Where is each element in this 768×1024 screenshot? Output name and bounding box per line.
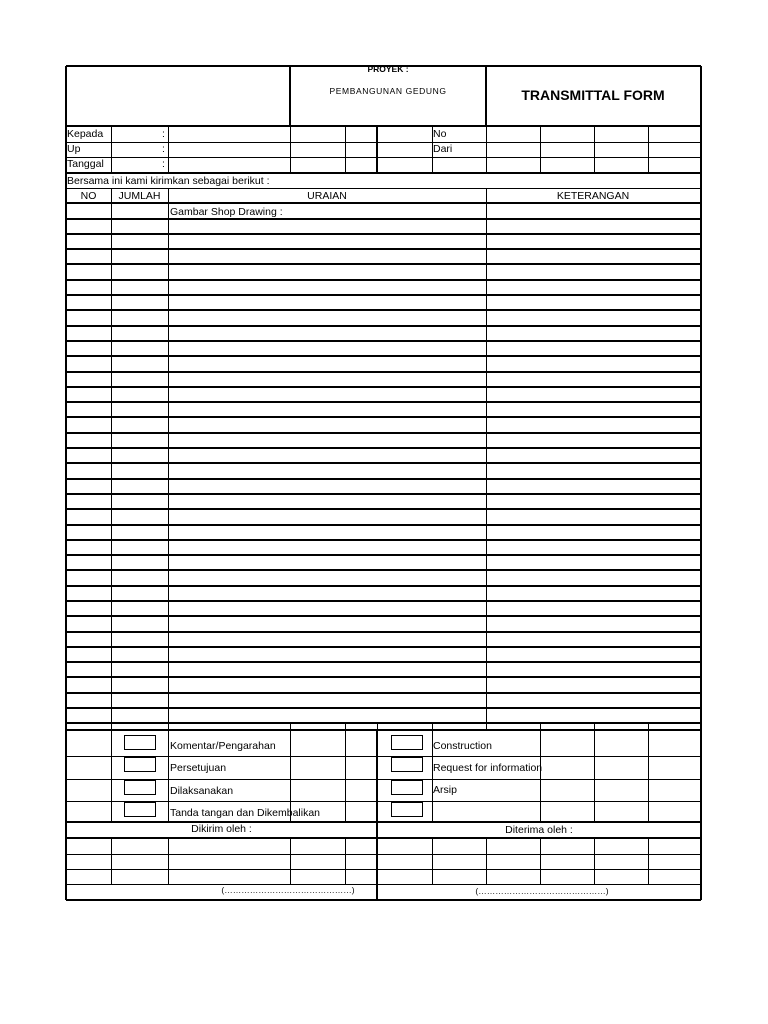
option-checkbox-dilaksanakan[interactable]: [124, 780, 156, 795]
item-row-line: [66, 294, 701, 296]
item-row-line: [66, 676, 701, 678]
item-row-line: [66, 554, 701, 556]
item-row-line: [66, 416, 701, 418]
grid-line: [66, 729, 701, 731]
item-row-line: [66, 447, 701, 449]
up-label: Up: [67, 143, 81, 155]
item-row-line: [66, 569, 701, 571]
item-row-line: [66, 263, 701, 265]
form-border: [700, 66, 702, 900]
grid-line: [290, 126, 291, 173]
form-border: [66, 899, 701, 901]
item-row-line: [66, 340, 701, 342]
grid-line: [290, 722, 291, 730]
sent-by-label: Dikirim oleh :: [191, 823, 252, 835]
grid-line: [540, 730, 541, 822]
grid-line: [345, 838, 346, 884]
grid-line: [540, 838, 541, 884]
grid-line: [594, 722, 595, 730]
col-header-uraian: URAIAN: [307, 190, 347, 202]
grid-line: [111, 188, 112, 730]
item-row-line: [66, 493, 701, 495]
item-row-line: [66, 279, 701, 281]
col-header-jumlah: JUMLAH: [118, 190, 161, 202]
grid-line: [594, 126, 595, 173]
grid-line: [345, 126, 346, 173]
grid-line: [66, 202, 701, 204]
grid-line: [376, 126, 378, 173]
grid-line: [66, 172, 701, 174]
option-checkbox-request-info[interactable]: [391, 757, 423, 772]
grid-line: [377, 722, 378, 730]
item-row-line: [66, 600, 701, 602]
item-row-line: [66, 355, 701, 357]
form-title: TRANSMITTAL FORM: [521, 87, 665, 103]
item-row-line: [66, 462, 701, 464]
grid-line: [111, 730, 112, 822]
grid-line: [66, 869, 701, 870]
item-row-line: [66, 401, 701, 403]
grid-line: [66, 722, 701, 723]
received-by-name-placeholder: (………………………………………): [475, 886, 609, 896]
no-label: No: [433, 128, 447, 140]
grid-line: [66, 188, 701, 189]
item-row-line: [66, 707, 701, 709]
item-row-line: [66, 692, 701, 694]
kepada-label: Kepada: [67, 128, 104, 140]
option-label-request-info: Request for information: [433, 762, 543, 774]
item-row-line: [66, 631, 701, 633]
up-colon: :: [162, 143, 165, 155]
item-row-line: [66, 646, 701, 648]
option-checkbox-arsip[interactable]: [391, 780, 423, 795]
item-row-line: [66, 218, 701, 220]
item-row-line: [66, 371, 701, 373]
item-row-line: [66, 585, 701, 587]
grid-line: [66, 854, 701, 855]
option-label-construction: Construction: [433, 740, 492, 752]
option-label-arsip: Arsip: [433, 784, 457, 796]
grid-line: [66, 837, 701, 839]
grid-line: [486, 838, 487, 884]
grid-line: [66, 779, 701, 780]
grid-line: [486, 126, 487, 173]
grid-line: [540, 126, 541, 173]
option-label-persetujuan: Persetujuan: [170, 762, 227, 774]
grid-line: [432, 722, 433, 730]
grid-line: [540, 722, 541, 730]
grid-line: [594, 838, 595, 884]
grid-line: [168, 188, 169, 730]
first-item-text: Gambar Shop Drawing :: [170, 206, 283, 218]
option-checkbox-extra[interactable]: [391, 802, 423, 817]
grid-line: [648, 730, 649, 822]
grid-line: [486, 188, 487, 730]
item-row-line: [66, 478, 701, 480]
option-checkbox-persetujuan[interactable]: [124, 757, 156, 772]
item-row-line: [66, 661, 701, 663]
grid-line: [111, 838, 112, 884]
item-row-line: [66, 248, 701, 250]
item-row-line: [66, 539, 701, 541]
item-row-line: [66, 325, 701, 327]
sent-by-name-placeholder: (………………………………………): [221, 885, 355, 895]
option-label-dilaksanakan: Dilaksanakan: [170, 785, 234, 797]
dari-label: Dari: [433, 143, 453, 155]
kepada-colon: :: [162, 128, 165, 140]
option-label-komentar: Komentar/Pengarahan: [170, 740, 276, 752]
option-label-tanda-tangan: Tanda tangan dan Dikembalikan: [170, 807, 321, 819]
grid-line: [345, 730, 346, 822]
received-by-label: Diterima oleh :: [505, 824, 573, 836]
option-checkbox-construction[interactable]: [391, 735, 423, 750]
item-row-line: [66, 615, 701, 617]
grid-line: [432, 838, 433, 884]
col-header-no: NO: [80, 190, 97, 202]
project-label: PROYEK :: [367, 64, 409, 74]
grid-line: [168, 730, 169, 822]
option-checkbox-komentar[interactable]: [124, 735, 156, 750]
tanggal-colon: :: [162, 158, 165, 170]
project-name: PEMBANGUNAN GEDUNG: [329, 86, 447, 96]
intro-text: Bersama ini kami kirimkan sebagai berikut :: [67, 175, 270, 187]
grid-line: [648, 722, 649, 730]
option-checkbox-tanda-tangan[interactable]: [124, 802, 156, 817]
item-row-line: [66, 432, 701, 434]
grid-line: [168, 838, 169, 884]
grid-line: [168, 126, 169, 173]
grid-line: [66, 756, 701, 757]
grid-line: [345, 722, 346, 730]
item-row-line: [66, 233, 701, 235]
grid-line: [66, 125, 701, 127]
grid-line: [66, 801, 701, 802]
grid-line: [594, 730, 595, 822]
item-row-line: [66, 524, 701, 526]
grid-line: [290, 838, 291, 884]
item-row-line: [66, 508, 701, 510]
tanggal-label: Tanggal: [67, 158, 104, 170]
grid-line: [111, 126, 112, 173]
item-row-line: [66, 309, 701, 311]
col-header-keterangan: KETERANGAN: [556, 190, 630, 202]
grid-line: [648, 838, 649, 884]
grid-line: [648, 126, 649, 173]
item-row-line: [66, 386, 701, 388]
